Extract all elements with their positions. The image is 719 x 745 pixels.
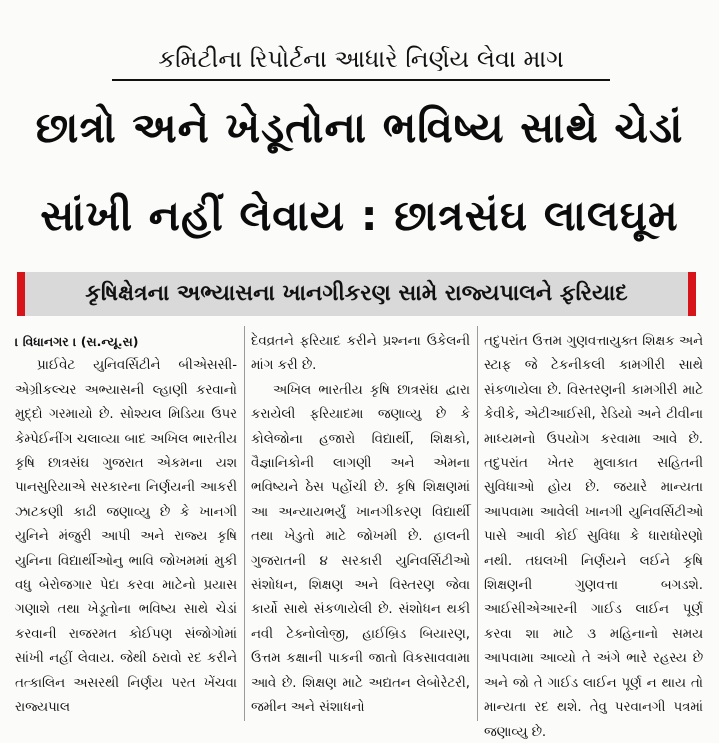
article-column-3 xyxy=(484,330,703,740)
column-1-body: પ્રાઈવેટ યુનિવર્સિટીને બીએસસી-એગ્રીકલ્ચર અભ્યાસની લ્હાણી કરવાનો મુદ્દો ગરમાયો છે. સોશ્યલ મિડિયા ઉપર કેમ્પેઈનીંગ ચલાવ્યા બાદ અખિલ ભારતીય કૃષિ છાત્રસંઘ ગુજરાત એકમના યશ પાનસુરિયાએ સરકારના નિર્ણયની આકરી ઝાટકણી કાઢી જણાવ્યુ છે કે ખાનગી યુનિને મંજુરી આપી અને રાજ્ય કૃષિ યુનિના વિદ્યાર્થીઓનુ ભાવિ જોખમમાં મુકી વધુ બેરોજગાર પેદા કરવા માટેનો પ્રયાસ ગણાશે તથા ખેડૂતોના ભવિષ્ય સાથે ચેડાં કરવાની રાજરમત કોઈપણ સંજોગોમાં સાંખી નહીં લેવાય. જેથી ઠરાવો રદ કરીને તત્કાલિન અસરથી નિર્ણય પરત ખેંચવા રાજ્યપાલ xyxy=(15,358,237,716)
kicker-underline xyxy=(112,79,610,81)
subheadline: કૃષિક્ષેત્રના અભ્યાસના ખાનગીકરણ સામે રાજ્યપાલને ફરિયાદ xyxy=(85,281,628,306)
kicker: કમિટીના રિપોર્ટના આધારે નિર્ણય લેવા માગ xyxy=(158,45,564,73)
subheadline-bar xyxy=(17,272,696,316)
article-column-2 xyxy=(251,330,470,730)
dateline: । વિધાનગર । (સ.ન્યૂ.સ) xyxy=(15,334,139,349)
article-column-1 xyxy=(15,330,237,730)
column-divider xyxy=(244,326,245,721)
column-2-paragraph-1: દેવવ્રતને ફરિયાદ કરીને પ્રશ્નના ઉકેલની માંગ કરી છે. xyxy=(251,334,470,374)
headline-line-1: છાત્રો અને ખેડૂતોના ભવિષ્ય સાથે ચેડાં xyxy=(35,103,684,152)
column-2-paragraph-2 xyxy=(251,379,470,721)
column-divider xyxy=(477,326,478,721)
column-1-text xyxy=(15,354,237,720)
headline-line-2: સાંખી નહીં લેવાય : છાત્રસંઘ લાલઘૂમ xyxy=(40,191,679,240)
column-2-body: અખિલ ભારતીય કૃષિ છાત્રસંઘ દ્વારા કરાયેલી ફરિયાદમા જણાવ્યુ છે કે કોલેજોના હજારો વિદ્યાર્થી, શિક્ષકો, વૈજ્ઞાનિકોની લાગણી અને એમના ભવિષ્યને ઠેસ પહોંચી છે. કૃષિ શિક્ષણમાં આ અન્યાયભર્યું ખાનગીકરણ વિદ્યાર્થી તથા ખેડુતો માટે જોખમી છે. હાલની ગુજરાતની ૪ સરકારી યુનિવર્સિટીઓ સંશોધન, શિક્ષણ અને વિસ્તરણ જેવા કાર્યો સાથે સંકળાયેલી છે. સંશોધન થકી નવી ટેક્નોલોજી, હાઈબ્રિડ બિયારણ, ઉત્તમ કક્ષાની પાકની જાતો વિકસાવવામા આવે છે. શિક્ષણ માટે અદ્યતન લેબોરેટરી, જમીન અને સંશાધનો xyxy=(251,382,470,716)
column-3-body: તદુપરાંત ઉત્તમ ગુણવત્તાયુક્ત શિક્ષક અને સ્ટાફ જે ટેકનીકલી કામગીરી સાથે સંકળાયેલા છે. વિસ્તરણની કામગીરી માટે કેવીકે, એટીઆઈસી, રેડિયો અને ટીવીના માધ્યમનો ઉપયોગ કરવામા આવે છે. તદુપરાંત ખેતર મુલાકાત સહિતની સુવિધાઓ હોય છે. જયારે માન્યતા આપવામા આવેલી ખાનગી યુનિવર્સિટીઓ પાસે આવી કોઈ સુવિધા કે ધારાધોરણો નથી. તઘલખી નિર્ણયને લઈને કૃષિ શિક્ષણની ગુણવત્તા બગડશે. આઈસીએઆરની ગાઈડ લાઈન પૂર્ણ કરવા શા માટે ૩ મહિનાનો સમય આપવામા આવ્યો તે અંગે ભારે રહસ્ય છે અને જો તે ગાઈડ લાઈન પૂર્ણ ન થાય તો માન્યતા રદ થશે. તેવુ પરવાનગી પત્રમાં જણાવ્યુ છે. xyxy=(484,334,703,740)
